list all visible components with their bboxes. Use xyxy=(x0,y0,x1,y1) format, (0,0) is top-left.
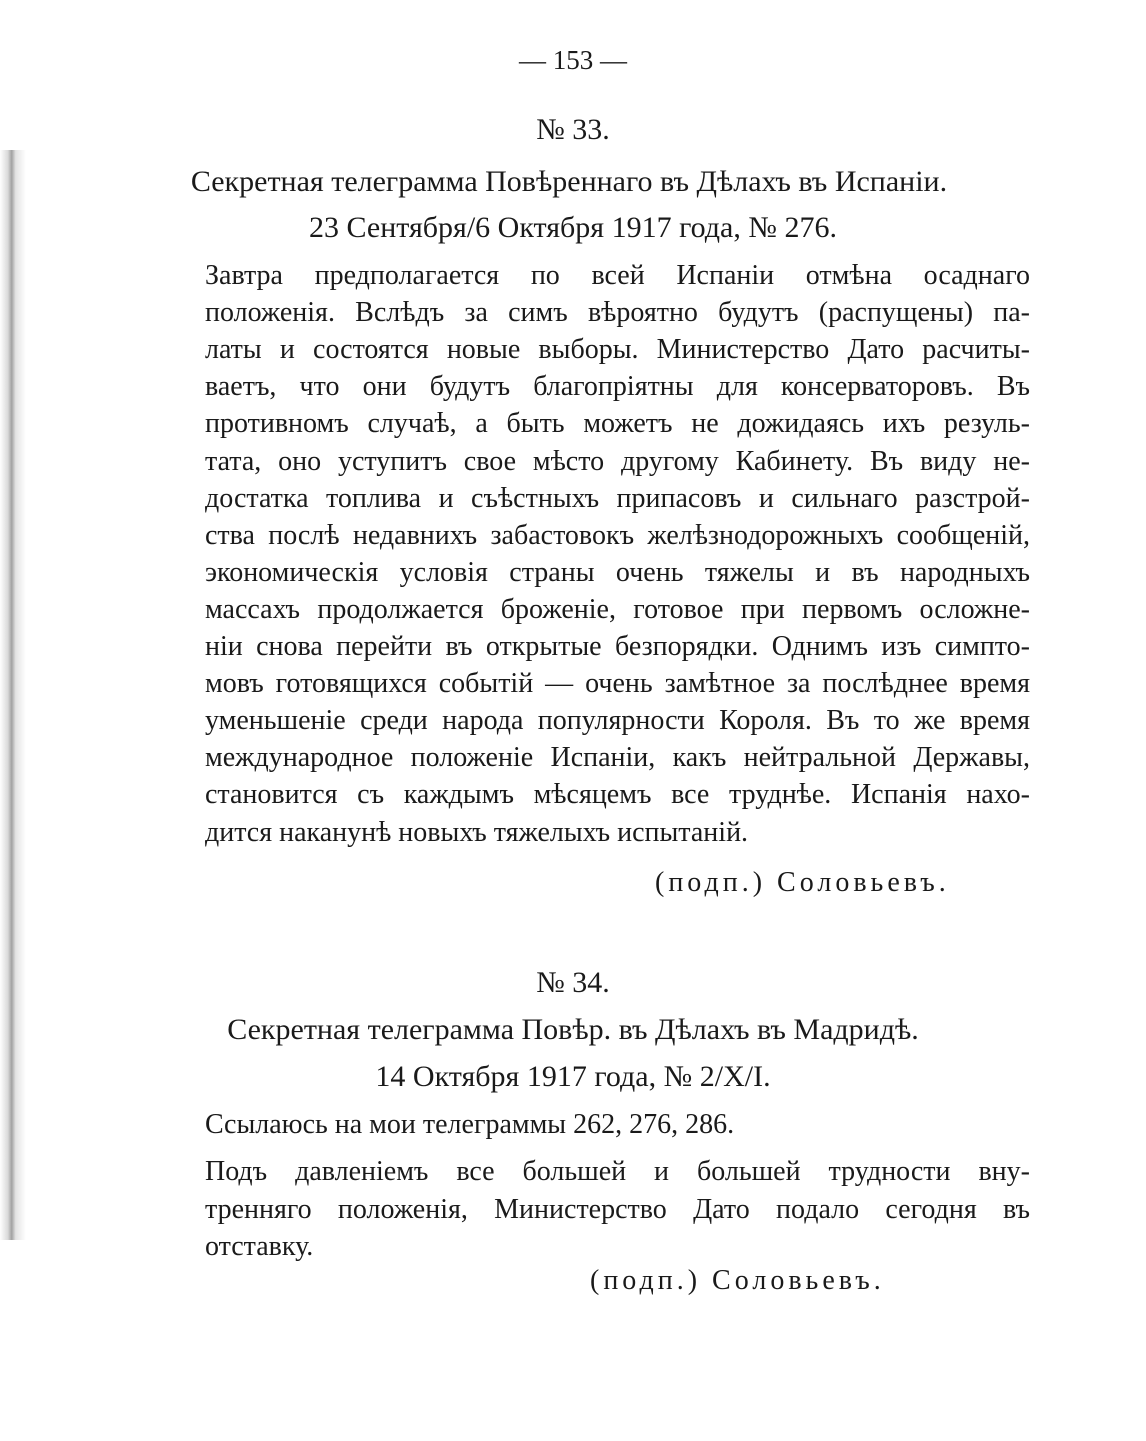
page-number: — 153 — xyxy=(519,45,627,75)
body-line: противномъ случаѣ, а быть можетъ не дожидаясь ихъ резуль- xyxy=(205,408,1030,440)
doc34-signature: (подп.) Соловьевъ. xyxy=(590,1265,885,1296)
body-line: международное положеніе Испаніи, какъ нейтральной Державы, xyxy=(205,742,1030,774)
doc33-date: 23 Сентября/6 Октября 1917 года, № 276. xyxy=(309,211,837,244)
body-line: ства послѣ недавнихъ забастовокъ желѣзнодорожныхъ сообщеній, xyxy=(205,519,1030,551)
body-line: тата, оно уступитъ свое мѣсто другому Кабинету. Въ виду не- xyxy=(205,445,1030,477)
body-line: Подъ давленіемъ все большей и большей трудности вну- xyxy=(205,1156,1030,1187)
body-line: уменьшеніе среди народа популярности Короля. Въ то же время xyxy=(205,705,1030,737)
body-line: массахъ продолжается броженіе, готовое при первомъ осложне- xyxy=(205,593,1030,625)
body-line: экономическія условія страны очень тяжелы и въ народныхъ xyxy=(205,556,1030,588)
body-line: достатка топлива и съѣстныхъ припасовъ и сильнаго разстрой- xyxy=(205,482,1030,514)
body-line: становится съ каждымъ мѣсяцемъ все труднѣе. Испанія нахо- xyxy=(205,779,1030,811)
doc33-number: № 33. xyxy=(536,113,610,146)
body-line: отставку. xyxy=(205,1231,314,1262)
body-line: дится наканунѣ новыхъ тяжелыхъ испытаній. xyxy=(205,816,749,848)
body-line: латы и состоятся новые выборы. Министерство Дато расчиты- xyxy=(205,334,1030,366)
body-line: положенія. Вслѣдъ за симъ вѣроятно будутъ (распущены) па- xyxy=(205,297,1030,329)
body-line: ваетъ, что они будутъ благопріятны для консерваторовъ. Въ xyxy=(205,371,1030,403)
doc34-reference: Ссылаюсь на мои телеграммы 262, 276, 286. xyxy=(205,1109,735,1140)
body-line: Завтра предполагается по всей Испаніи отмѣна осаднаго xyxy=(205,260,1030,291)
body-line: тренняго положенія, Министерство Дато подало сегодня въ xyxy=(205,1193,1030,1225)
doc34-title: Секретная телеграмма Повѣр. въ Дѣлахъ въ Мадридѣ. xyxy=(227,1013,919,1046)
body-line: ніи снова перейти въ открытые безпорядки. Однимъ изъ симпто- xyxy=(205,631,1030,662)
doc34-date: 14 Октября 1917 года, № 2/X/I. xyxy=(375,1060,771,1093)
body-line: мовъ готовящихся событій — очень замѣтное за послѣднее время xyxy=(205,668,1030,700)
doc33-title: Секретная телеграмма Повѣреннаго въ Дѣлахъ въ Испаніи. xyxy=(190,165,948,198)
doc33-signature: (подп.) Соловьевъ. xyxy=(655,867,950,898)
doc34-number: № 34. xyxy=(536,966,610,999)
